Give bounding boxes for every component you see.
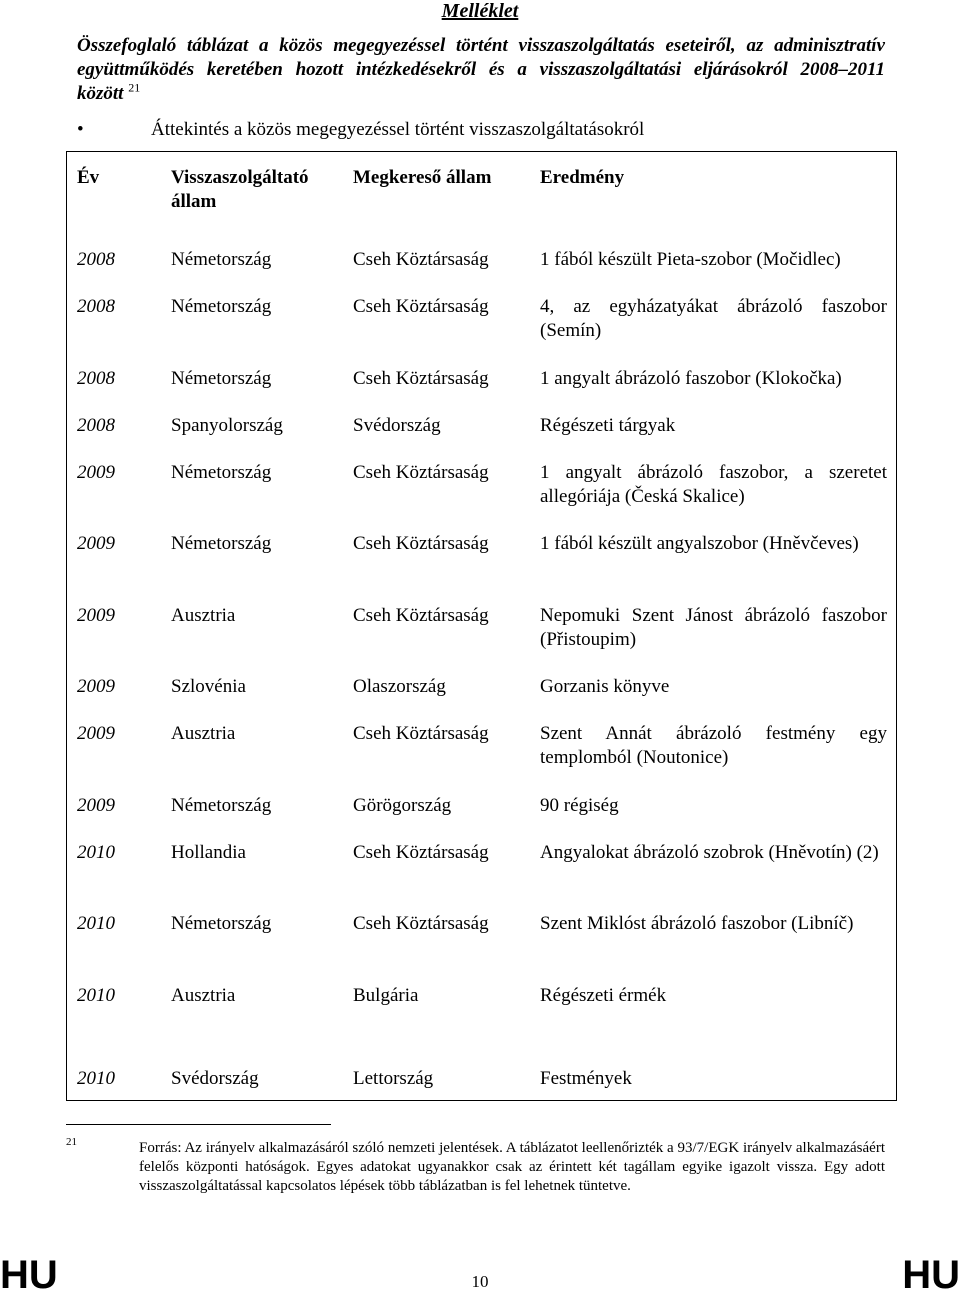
row-year: 2009 <box>77 462 115 483</box>
row-year: 2009 <box>77 533 115 554</box>
row-result: Szent Miklóst ábrázoló faszobor (Libníč) <box>540 913 854 934</box>
header-result: Eredmény <box>540 167 625 188</box>
row-requesting-state: Cseh Köztársaság <box>353 723 489 744</box>
footer-language-code-left: HU <box>0 1253 58 1297</box>
row-result: Régészeti tárgyak <box>540 415 676 436</box>
row-result: 1 angyalt ábrázoló faszobor (Klokočka) <box>540 368 842 389</box>
row-result: Szent Annát ábrázoló festmény egy templomból (Noutonice) <box>540 723 887 768</box>
row-year: 2009 <box>77 605 115 626</box>
header-requesting-state: Megkereső állam <box>353 167 492 188</box>
row-requesting-state: Cseh Köztársaság <box>353 296 489 317</box>
row-result: 90 régiség <box>540 795 619 816</box>
row-providing-state: Németország <box>171 368 272 389</box>
header-year: Év <box>77 167 100 188</box>
row-providing-state: Ausztria <box>171 985 236 1006</box>
row-result: 1 fából készült angyalszobor (Hněvčeves) <box>540 533 859 554</box>
footnote-text: Forrás: Az irányelv alkalmazásáról szóló nemzeti jelentések. A táblázatot leellenőrizték a 93/7/EGK irányelv alkalmazásáért felelős központi hatóságok. Egyes adatokat ugyanakkor csak az érintett két tagállam egyike igazolt vissza. Egy adott visszaszolgáltatással kapcsolatos lépések több táblázatban is fel lehetnek tüntetve. <box>139 1140 885 1194</box>
row-providing-state: Németország <box>171 249 272 270</box>
row-providing-state: Németország <box>171 462 272 483</box>
row-result: 4, az egyházatyákat ábrázoló faszobor (Semín) <box>540 296 887 341</box>
row-year: 2010 <box>77 913 115 934</box>
row-requesting-state: Cseh Köztársaság <box>353 842 489 863</box>
row-providing-state: Németország <box>171 795 272 816</box>
row-providing-state: Ausztria <box>171 605 236 626</box>
row-requesting-state: Cseh Köztársaság <box>353 368 489 389</box>
row-result: Nepomuki Szent Jánost ábrázoló faszobor (Přistoupim) <box>540 605 887 650</box>
row-requesting-state: Cseh Köztársaság <box>353 913 489 934</box>
row-year: 2008 <box>77 249 115 270</box>
row-requesting-state: Lettország <box>353 1068 434 1089</box>
row-providing-state: Németország <box>171 296 272 317</box>
row-requesting-state: Bulgária <box>353 985 419 1006</box>
row-year: 2010 <box>77 985 115 1006</box>
row-result: 1 angyalt ábrázoló faszobor, a szeretet allegóriája (Česká Skalice) <box>540 462 887 507</box>
row-year: 2008 <box>77 296 115 317</box>
document-title-text: Összefoglaló táblázat a közös megegyezéssel történt visszaszolgáltatás eseteiről, az adminisztratív együttműködés keretében hozott intézkedésekről és a visszaszolgáltatási eljárásokról 2008–2011 között <box>77 35 885 104</box>
row-requesting-state: Cseh Köztársaság <box>353 462 489 483</box>
row-requesting-state: Cseh Köztársaság <box>353 533 489 554</box>
annex-heading <box>0 0 960 22</box>
row-year: 2010 <box>77 842 115 863</box>
row-year: 2008 <box>77 368 115 389</box>
row-providing-state: Ausztria <box>171 723 236 744</box>
footer-language-code-right: HU <box>902 1253 960 1297</box>
header-providing-state: Visszaszolgáltató állam <box>171 167 309 212</box>
footnote-mark: 21 <box>66 1136 77 1148</box>
row-requesting-state: Görögország <box>353 795 452 816</box>
row-requesting-state: Olaszország <box>353 676 446 697</box>
row-result: Régészeti érmék <box>540 985 667 1006</box>
row-result: 1 fából készült Pieta-szobor (Močidlec) <box>540 249 841 270</box>
row-year: 2009 <box>77 795 115 816</box>
footnote-separator <box>66 1124 331 1125</box>
row-year: 2009 <box>77 676 115 697</box>
row-result: Festmények <box>540 1068 632 1089</box>
row-year: 2009 <box>77 723 115 744</box>
row-requesting-state: Svédország <box>353 415 441 436</box>
title-footnote-ref: 21 <box>128 80 141 95</box>
row-requesting-state: Cseh Köztársaság <box>353 605 489 626</box>
row-providing-state: Svédország <box>171 1068 259 1089</box>
row-result: Gorzanis könyve <box>540 676 670 697</box>
row-providing-state: Spanyolország <box>171 415 283 436</box>
row-providing-state: Németország <box>171 533 272 554</box>
row-providing-state: Szlovénia <box>171 676 246 697</box>
row-result: Angyalokat ábrázoló szobrok (Hněvotín) (2) <box>540 842 879 863</box>
bullet-text: Áttekintés a közös megegyezéssel történt visszaszolgáltatásokról <box>151 119 645 140</box>
page-number: 10 <box>471 1272 489 1291</box>
document-title <box>77 34 885 106</box>
row-providing-state: Németország <box>171 913 272 934</box>
row-year: 2010 <box>77 1068 115 1089</box>
row-year: 2008 <box>77 415 115 436</box>
annex-heading-text: Melléklet <box>441 0 519 22</box>
row-requesting-state: Cseh Köztársaság <box>353 249 489 270</box>
row-providing-state: Hollandia <box>171 842 246 863</box>
bullet-icon: • <box>77 119 84 140</box>
